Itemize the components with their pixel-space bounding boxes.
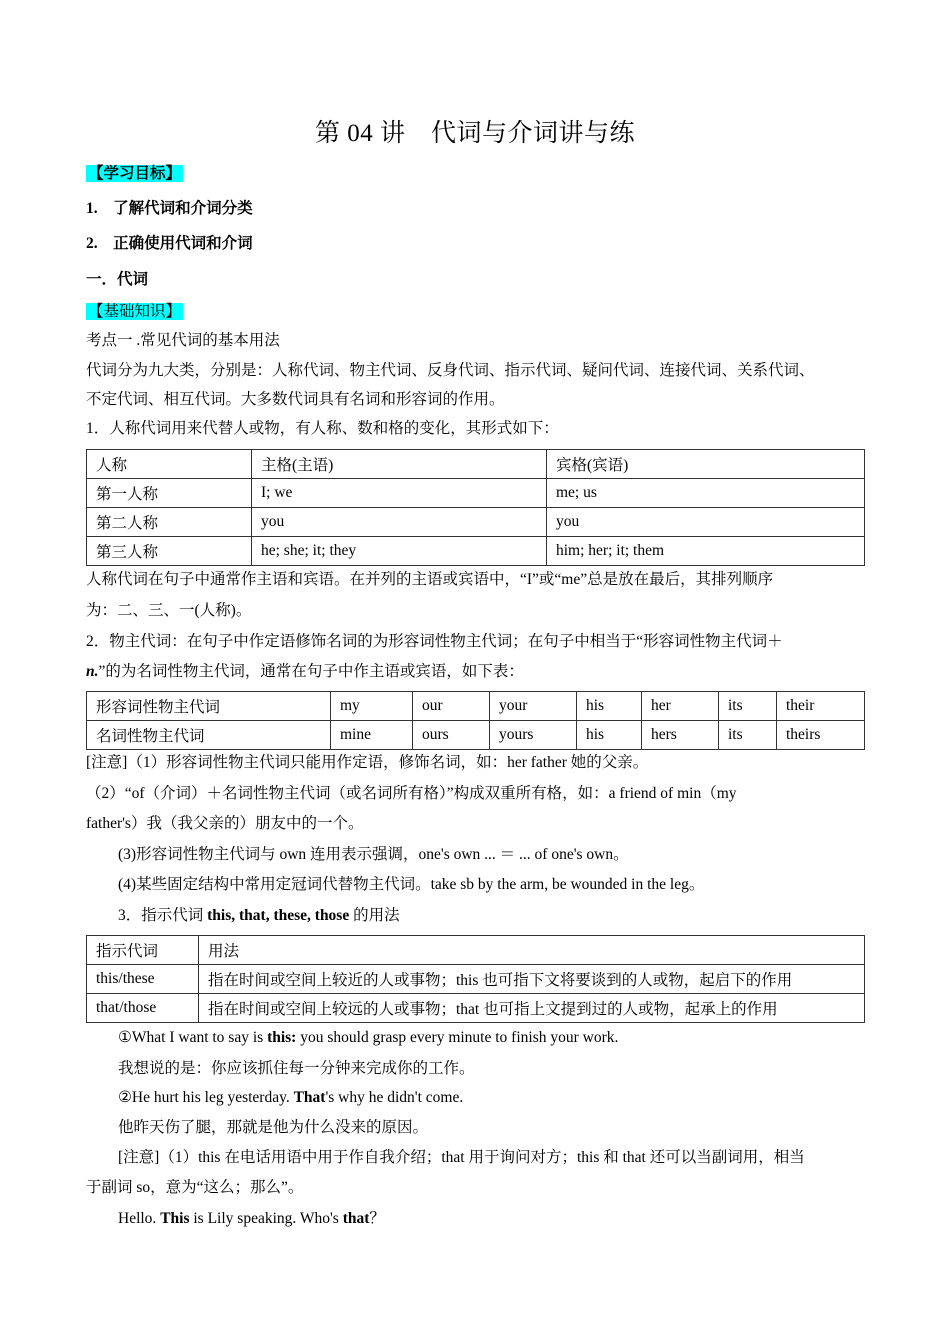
table-cell: their (777, 692, 865, 721)
table-cell: 第二人称 (87, 508, 252, 537)
table-row (87, 479, 865, 508)
possessive-pronoun-table (86, 691, 865, 750)
page-title: 第 04 讲 代词与介词讲与练 (314, 120, 635, 147)
note-text: (4)某些固定结构中常用定冠词代替物主代词。take sb by the arm, be wounded in the leg。 (118, 876, 705, 893)
table-row (87, 994, 865, 1023)
table-cell: 名词性物主代词 (87, 721, 331, 750)
table-row (87, 537, 865, 566)
note-text: (3)形容词性物主代词与 own 连用表示强调，one's own ... ＝ ... of one's own。 (118, 846, 629, 863)
personal-pronoun-table (86, 449, 865, 566)
table-header-cell: 宾格(宾语) (547, 450, 865, 479)
section-heading: 一．代词 (86, 271, 149, 288)
table-header-row (87, 936, 865, 965)
table-cell: this/these (87, 965, 199, 994)
table-cell: your (490, 692, 577, 721)
intro-text: 不定代词、相互代词。大多数代词具有名词和形容词的作用。 (86, 391, 505, 408)
table-header-row (87, 450, 865, 479)
demonstrative-heading: 3．指示代词 this, that, these, those 的用法 (118, 907, 400, 924)
intro-text: 代词分为九大类，分别是：人称代词、物主代词、反身代词、指示代词、疑问代词、连接代词、关系代词、 (86, 362, 815, 379)
table-cell: yours (490, 721, 577, 750)
table-header-cell: 人称 (87, 450, 252, 479)
table-row (87, 721, 865, 750)
example-sentence: ①What I want to say is this: you should grasp every minute to finish your work. (118, 1029, 619, 1046)
table-cell: her (642, 692, 719, 721)
goal-item: 2. 正确使用代词和介词 (86, 235, 253, 252)
kaodian-heading: 考点一 .常见代词的基本用法 (86, 332, 280, 349)
possessive-intro: 2．物主代词：在句子中作定语修饰名词的为形容词性物主代词；在句子中相当于“形容词性物主代词＋ (86, 633, 783, 650)
table-cell: 指在时间或空间上较远的人或事物；that 也可指上文提到过的人或物，起承上的作用 (199, 994, 865, 1023)
table-cell: our (413, 692, 490, 721)
table-cell: you (252, 508, 547, 537)
possessive-intro: n.”的为名词性物主代词，通常在句子中作主语或宾语，如下表： (86, 663, 524, 680)
example-translation: 我想说的是：你应该抓住每一分钟来完成你的工作。 (118, 1060, 475, 1077)
table-cell: that/those (87, 994, 199, 1023)
table-cell: its (719, 692, 777, 721)
table-cell: hers (642, 721, 719, 750)
table-cell: 指在时间或空间上较近的人或事物；this 也可指下文将要谈到的人或物，起启下的作用 (199, 965, 865, 994)
note-text: （2）“of（介词）＋名词性物主代词（或名词所有格）”构成双重所有格，如：a friend of min（my (86, 785, 737, 802)
table-cell: its (719, 721, 777, 750)
table-cell: 第一人称 (87, 479, 252, 508)
example-translation: 他昨天伤了腿，那就是他为什么没来的原因。 (118, 1119, 429, 1136)
table-cell: me; us (547, 479, 865, 508)
table-row (87, 692, 865, 721)
table-cell: I; we (252, 479, 547, 508)
personal-pronoun-intro: 1．人称代词用来代替人或物，有人称、数和格的变化，其形式如下： (86, 420, 559, 437)
table-cell: my (331, 692, 413, 721)
table-header-cell: 主格(主语) (252, 450, 547, 479)
goal-item: 1. 了解代词和介词分类 (86, 200, 253, 217)
note-text: [注意]（1）形容词性物主代词只能用作定语，修饰名词，如：her father 她的父亲。 (86, 754, 649, 771)
table-cell: 第三人称 (87, 537, 252, 566)
table-cell: him; her; it; them (547, 537, 865, 566)
table-cell: his (577, 721, 642, 750)
table-cell: ours (413, 721, 490, 750)
table-cell: theirs (777, 721, 865, 750)
note-text: [注意]（1）this 在电话用语中用于作自我介绍；that 用于询问对方；this 和 that 还可以当副词用，相当 (118, 1149, 805, 1166)
table-header-cell: 指示代词 (87, 936, 199, 965)
note-text: 于副词 so，意为“这么；那么”。 (86, 1179, 304, 1196)
paragraph-text: 为：二、三、一(人称)。 (86, 602, 252, 619)
table-cell: you (547, 508, 865, 537)
paragraph-text: 人称代词在句子中通常作主语和宾语。在并列的主语或宾语中，“I”或“me”总是放在最后，其排列顺序 (86, 571, 774, 588)
basics-label: 【基础知识】 (88, 303, 182, 320)
table-cell: 形容词性物主代词 (87, 692, 331, 721)
example-sentence: ②He hurt his leg yesterday. That's why he didn't come. (118, 1089, 464, 1106)
note-text: father's）我（我父亲的）朋友中的一个。 (86, 815, 364, 832)
table-cell: mine (331, 721, 413, 750)
table-row (87, 965, 865, 994)
table-cell: he; she; it; they (252, 537, 547, 566)
table-cell: his (577, 692, 642, 721)
example-sentence: Hello. This is Lily speaking. Who's that？ (118, 1210, 385, 1227)
learning-goals-label: 【学习目标】 (88, 165, 182, 182)
demonstrative-pronoun-table (86, 935, 865, 1023)
table-header-cell: 用法 (199, 936, 865, 965)
table-row (87, 508, 865, 537)
